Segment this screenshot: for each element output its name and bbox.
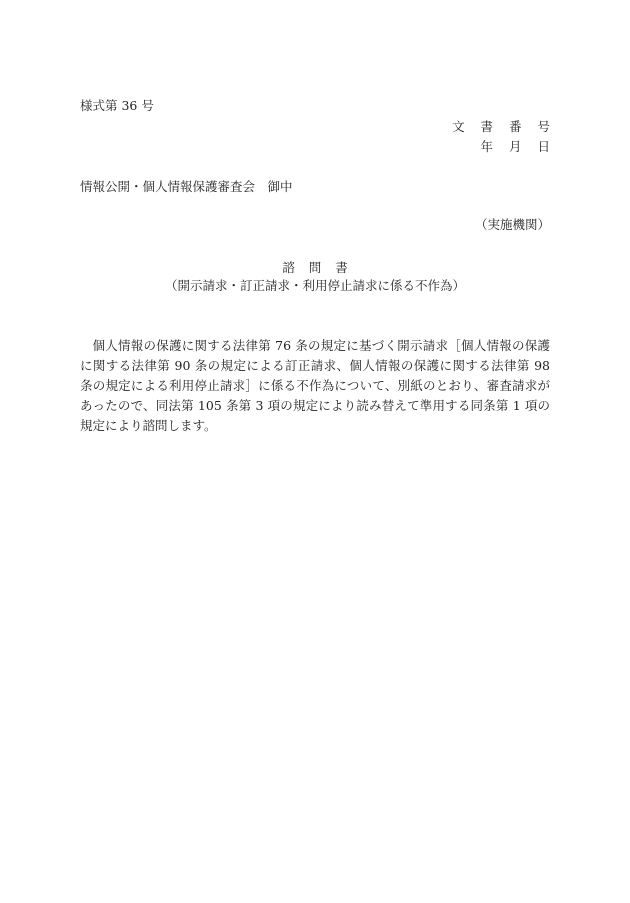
document-title: 諮問書 [282,260,362,275]
body-paragraph: 個人情報の保護に関する法律第 76 条の規定に基づく開示請求［個人情報の保護に関する法律第 90 条の規定による訂正請求、個人情報の保護に関する法律第 98 条の規定による利用停止請求］に係る不作為について、別紙のとおり、審査請求があったので、同法第 105 条第 3 項の規定により読み替えて準用する同条第 1 項の規定により諮問します。 [80,338,550,433]
document-subtitle: （開示請求・訂正請求・利用停止請求に係る不作為） [164,278,465,293]
document-meta [452,117,556,157]
form-number: 様式第 36 号 [80,98,154,113]
date-label: 年 月 日 [480,139,556,154]
addressee: 情報公開・個人情報保護審査会 御中 [80,179,293,194]
sender-agency: （実施機関） [474,217,550,232]
document-number-label: 文 書 番 号 [452,119,556,134]
